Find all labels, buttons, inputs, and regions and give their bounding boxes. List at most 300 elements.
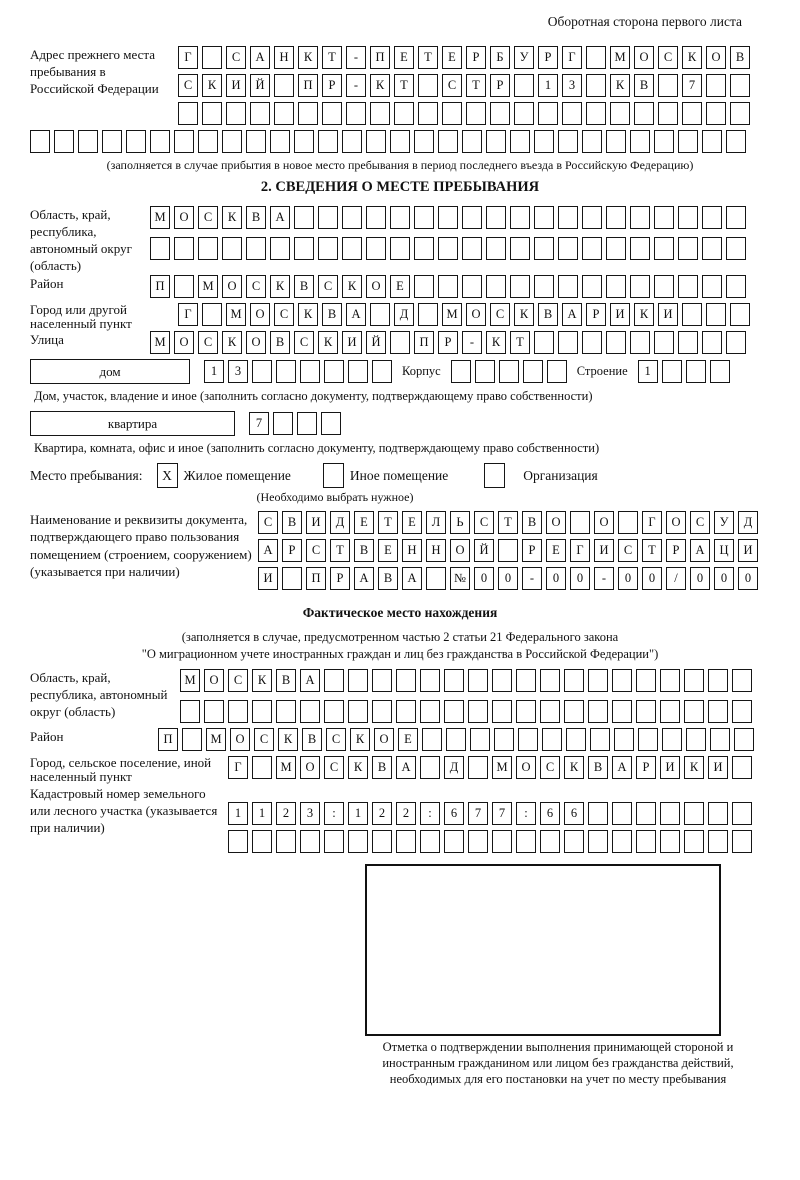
- char-cell: [297, 412, 317, 435]
- char-cell: Г: [178, 46, 198, 69]
- char-cell: [614, 728, 634, 751]
- char-cell: С: [254, 728, 274, 751]
- char-cell: [702, 275, 722, 298]
- char-cell: Ц: [714, 539, 734, 562]
- region-2-label: Область, край, республика, автономный округ (область): [30, 669, 168, 720]
- char-cell: П: [158, 728, 178, 751]
- char-cell: Т: [466, 74, 486, 97]
- char-cell: [630, 331, 650, 354]
- char-cell: [252, 830, 272, 853]
- char-cell: [630, 206, 650, 229]
- char-cell: А: [346, 303, 366, 326]
- char-cell: [610, 102, 630, 125]
- char-cell: [294, 237, 314, 260]
- char-cell: К: [514, 303, 534, 326]
- char-cell: [462, 275, 482, 298]
- char-cell: А: [562, 303, 582, 326]
- char-cell: [202, 46, 222, 69]
- char-cell: [321, 412, 341, 435]
- char-cell: [510, 275, 530, 298]
- char-cell: [586, 46, 606, 69]
- char-cell: [518, 728, 538, 751]
- char-cell: К: [202, 74, 222, 97]
- char-cell: [586, 102, 606, 125]
- char-cell-row: [150, 331, 746, 354]
- char-cell: К: [222, 331, 242, 354]
- char-cell: А: [300, 669, 320, 692]
- char-cell: [706, 74, 726, 97]
- char-cell-row: [150, 206, 746, 229]
- char-cell: [710, 728, 730, 751]
- char-cell: [636, 700, 656, 723]
- apartment-cells: [249, 412, 341, 435]
- char-cell: [276, 830, 296, 853]
- char-cell: [294, 130, 314, 153]
- apartment-row: [30, 411, 770, 436]
- char-cell: [582, 275, 602, 298]
- char-cell: [324, 830, 344, 853]
- char-cell: И: [610, 303, 630, 326]
- char-cell: Р: [666, 539, 686, 562]
- char-cell: П: [306, 567, 326, 590]
- char-cell: 6: [540, 802, 560, 825]
- apartment-type-box: квартира: [30, 411, 235, 436]
- char-cell: [558, 275, 578, 298]
- char-cell: Д: [330, 511, 350, 534]
- char-cell: М: [276, 756, 296, 779]
- char-cell: [390, 130, 410, 153]
- char-cell-row: [150, 275, 746, 298]
- house-cells: [204, 360, 392, 383]
- char-cell: В: [588, 756, 608, 779]
- document-label: Наименование и реквизиты документа, подтверждающего право пользования помещением (строением, сооружением) (указывается при наличии): [30, 512, 252, 579]
- stamp-box-caption: Отметка о подтверждении выполнения принимающей стороной и иностранным гражданином или лицом без гражданства действий, необходимых для его постановки на учет по месту пребывания: [382, 1039, 734, 1087]
- char-cell: [564, 669, 584, 692]
- char-cell: [438, 206, 458, 229]
- char-cell: [276, 360, 296, 383]
- prev-address-overflow-row: [30, 130, 770, 153]
- char-cell-row: [228, 756, 752, 779]
- char-cell: [318, 130, 338, 153]
- char-cell: [564, 700, 584, 723]
- char-cell: [468, 756, 488, 779]
- char-cell: [300, 360, 320, 383]
- char-cell: В: [302, 728, 322, 751]
- char-cell: Т: [642, 539, 662, 562]
- char-cell: [630, 130, 650, 153]
- char-cell: В: [270, 331, 290, 354]
- char-cell: [273, 412, 293, 435]
- char-cell: 1: [228, 802, 248, 825]
- char-cell: [274, 74, 294, 97]
- char-cell: [654, 130, 674, 153]
- char-cell: /: [666, 567, 686, 590]
- char-cell: Т: [510, 331, 530, 354]
- char-cell: [730, 74, 750, 97]
- char-cell: С: [618, 539, 638, 562]
- char-cell: А: [258, 539, 278, 562]
- char-cell: [342, 206, 362, 229]
- char-cell: :: [516, 802, 536, 825]
- char-cell: П: [370, 46, 390, 69]
- option-organization-label: Организация: [523, 467, 598, 483]
- char-cell: [570, 511, 590, 534]
- char-cell: Н: [426, 539, 446, 562]
- char-cell: [523, 360, 543, 383]
- char-cell: Р: [438, 331, 458, 354]
- char-cell: А: [402, 567, 422, 590]
- char-cell: [514, 74, 534, 97]
- house-type-box: дом: [30, 359, 190, 384]
- char-cell: Р: [490, 74, 510, 97]
- char-cell-row: [258, 567, 758, 590]
- char-cell: [78, 130, 98, 153]
- char-cell: [582, 237, 602, 260]
- char-cell: [390, 206, 410, 229]
- char-cell: М: [198, 275, 218, 298]
- char-cell: Т: [394, 74, 414, 97]
- stroenie-label: Строение: [576, 364, 628, 379]
- char-cell: [542, 728, 562, 751]
- char-cell: С: [324, 756, 344, 779]
- char-cell: [558, 206, 578, 229]
- char-cell: Д: [444, 756, 464, 779]
- char-cell: [442, 102, 462, 125]
- char-cell: [438, 237, 458, 260]
- city-label: Город или другой населенный пункт: [30, 301, 132, 331]
- field-street: [30, 331, 770, 359]
- char-cell: 0: [570, 567, 590, 590]
- char-cell: А: [690, 539, 710, 562]
- char-cell: [222, 130, 242, 153]
- char-cell: О: [174, 206, 194, 229]
- char-cell: [684, 830, 704, 853]
- char-cell: Т: [322, 46, 342, 69]
- char-cell: [492, 669, 512, 692]
- char-cell: К: [350, 728, 370, 751]
- char-cell: О: [516, 756, 536, 779]
- char-cell: [732, 756, 752, 779]
- char-cell: [540, 700, 560, 723]
- char-cell: [606, 130, 626, 153]
- char-cell: И: [708, 756, 728, 779]
- section2-title: 2. СВЕДЕНИЯ О МЕСТЕ ПРЕБЫВАНИЯ: [260, 179, 540, 195]
- char-cell: [250, 102, 270, 125]
- char-cell: Р: [636, 756, 656, 779]
- char-cell: [390, 331, 410, 354]
- char-cell: [582, 206, 602, 229]
- char-cell: О: [204, 669, 224, 692]
- char-cell: [684, 669, 704, 692]
- char-cell: М: [206, 728, 226, 751]
- char-cell: [538, 102, 558, 125]
- char-cell: В: [354, 539, 374, 562]
- char-cell: [588, 830, 608, 853]
- char-cell: [418, 102, 438, 125]
- char-cell: [228, 830, 248, 853]
- char-cell: [420, 669, 440, 692]
- char-cell: 2: [372, 802, 392, 825]
- char-cell: 1: [348, 802, 368, 825]
- char-cell: [396, 669, 416, 692]
- char-cell: 1: [638, 360, 658, 383]
- char-cell: В: [730, 46, 750, 69]
- char-cell: [547, 360, 567, 383]
- char-cell: М: [180, 669, 200, 692]
- prev-address-label: Адрес прежнего места пребывания в Российской Федерации: [30, 47, 159, 97]
- char-cell: С: [306, 539, 326, 562]
- char-cell: Н: [274, 46, 294, 69]
- char-cell: [426, 567, 446, 590]
- char-cell: 3: [562, 74, 582, 97]
- char-cell: [658, 74, 678, 97]
- char-cell: К: [486, 331, 506, 354]
- char-cell: [726, 331, 746, 354]
- char-cell: [174, 237, 194, 260]
- char-cell: С: [258, 511, 278, 534]
- char-cell: [204, 700, 224, 723]
- char-cell: О: [250, 303, 270, 326]
- char-cell: С: [658, 46, 678, 69]
- char-cell: К: [348, 756, 368, 779]
- char-cell-row: [178, 303, 750, 326]
- char-cell: -: [346, 74, 366, 97]
- char-cell: Е: [390, 275, 410, 298]
- char-cell: [582, 130, 602, 153]
- char-cell: [422, 728, 442, 751]
- char-cell: Е: [442, 46, 462, 69]
- char-cell: [730, 303, 750, 326]
- field-city-2: [30, 756, 770, 785]
- char-cell: [534, 237, 554, 260]
- stroenie-cells: [638, 360, 730, 383]
- apartment-caption: Квартира, комната, офис и иное (заполнить согласно документу, подтверждающему право собственности): [34, 441, 600, 456]
- page-header: Оборотная сторона первого листа: [547, 14, 742, 29]
- option-residential-label: Жилое помещение: [183, 467, 291, 483]
- char-cell: [282, 567, 302, 590]
- char-cell: [510, 206, 530, 229]
- char-cell: И: [658, 303, 678, 326]
- char-cell: К: [682, 46, 702, 69]
- char-cell: [590, 728, 610, 751]
- prev-address-rows: [178, 46, 750, 130]
- char-cell-row: [180, 700, 752, 723]
- char-cell: [270, 237, 290, 260]
- char-cell: [734, 728, 754, 751]
- char-cell: [318, 237, 338, 260]
- char-cell: [394, 102, 414, 125]
- char-cell: [630, 237, 650, 260]
- char-cell: [486, 206, 506, 229]
- char-cell: [486, 237, 506, 260]
- char-cell: 7: [249, 412, 269, 435]
- char-cell: [534, 331, 554, 354]
- char-cell: О: [594, 511, 614, 534]
- char-cell: [654, 331, 674, 354]
- field-region: [30, 206, 770, 275]
- char-cell: С: [318, 275, 338, 298]
- char-cell: [618, 511, 638, 534]
- char-cell: [246, 130, 266, 153]
- char-cell: М: [150, 206, 170, 229]
- char-cell: Ь: [450, 511, 470, 534]
- char-cell: К: [298, 303, 318, 326]
- char-cell: [634, 102, 654, 125]
- char-cell: [468, 700, 488, 723]
- char-cell: К: [270, 275, 290, 298]
- char-cell: Й: [250, 74, 270, 97]
- char-cell: А: [270, 206, 290, 229]
- char-cell: [322, 102, 342, 125]
- char-cell: [198, 130, 218, 153]
- char-cell: [660, 802, 680, 825]
- char-cell: [150, 237, 170, 260]
- char-cell: О: [706, 46, 726, 69]
- char-cell: И: [342, 331, 362, 354]
- stay-type-row: [30, 463, 770, 488]
- char-cell: [558, 237, 578, 260]
- char-cell: [490, 102, 510, 125]
- char-cell: С: [274, 303, 294, 326]
- char-cell: [534, 206, 554, 229]
- char-cell: М: [150, 331, 170, 354]
- char-cell: [294, 206, 314, 229]
- char-cell: [540, 830, 560, 853]
- char-cell: К: [252, 669, 272, 692]
- char-cell: [606, 331, 626, 354]
- char-cell: [636, 830, 656, 853]
- char-cell: Р: [330, 567, 350, 590]
- char-cell: А: [612, 756, 632, 779]
- stay-type-caption: (Необходимо выбрать нужное): [256, 490, 414, 505]
- char-cell: М: [226, 303, 246, 326]
- char-cell: [182, 728, 202, 751]
- char-cell: [420, 700, 440, 723]
- char-cell: 7: [492, 802, 512, 825]
- char-cell: [420, 756, 440, 779]
- char-cell: [708, 802, 728, 825]
- char-cell: 6: [564, 802, 584, 825]
- char-cell-row: [178, 46, 750, 69]
- char-cell: А: [396, 756, 416, 779]
- char-cell: [102, 130, 122, 153]
- char-cell: 2: [276, 802, 296, 825]
- char-cell: 0: [618, 567, 638, 590]
- char-cell: [558, 331, 578, 354]
- char-cell: Л: [426, 511, 446, 534]
- char-cell: 0: [546, 567, 566, 590]
- char-cell: [678, 237, 698, 260]
- char-cell: 1: [204, 360, 224, 383]
- char-cell: 0: [714, 567, 734, 590]
- char-cell-row: [158, 728, 754, 751]
- char-cell: [468, 830, 488, 853]
- option-other-premises-label: Иное помещение: [349, 467, 449, 483]
- char-cell: [612, 830, 632, 853]
- char-cell: С: [198, 331, 218, 354]
- char-cell: С: [690, 511, 710, 534]
- document-rows: [258, 511, 758, 595]
- char-cell: [348, 830, 368, 853]
- char-cell: [492, 830, 512, 853]
- char-cell: Д: [394, 303, 414, 326]
- char-cell: -: [346, 46, 366, 69]
- char-cell: [499, 360, 519, 383]
- char-cell: В: [372, 756, 392, 779]
- char-cell: С: [490, 303, 510, 326]
- street-label: Улица: [30, 332, 64, 348]
- char-cell: [370, 102, 390, 125]
- char-cell: 0: [498, 567, 518, 590]
- korpus-cells: [451, 360, 567, 383]
- char-cell: И: [594, 539, 614, 562]
- char-cell: [318, 206, 338, 229]
- char-cell: [270, 130, 290, 153]
- char-cell: :: [420, 802, 440, 825]
- char-cell: К: [564, 756, 584, 779]
- stay-type-label: Место пребывания:: [30, 467, 143, 483]
- char-cell: [444, 830, 464, 853]
- char-cell: [706, 303, 726, 326]
- char-cell: -: [594, 567, 614, 590]
- char-cell: Г: [228, 756, 248, 779]
- char-cell: [726, 237, 746, 260]
- region-2-rows: [180, 669, 752, 728]
- char-cell: О: [546, 511, 566, 534]
- char-cell: Р: [586, 303, 606, 326]
- char-cell: [662, 360, 682, 383]
- char-cell: [446, 728, 466, 751]
- char-cell: [226, 102, 246, 125]
- char-cell: [202, 102, 222, 125]
- char-cell: [586, 74, 606, 97]
- char-cell-row: [228, 802, 752, 825]
- char-cell: [300, 830, 320, 853]
- char-cell: [514, 102, 534, 125]
- field-cadastral: [30, 785, 770, 858]
- char-cell: [444, 669, 464, 692]
- char-cell: [150, 130, 170, 153]
- char-cell: О: [174, 331, 194, 354]
- char-cell: 7: [682, 74, 702, 97]
- char-cell: [174, 130, 194, 153]
- char-cell: Т: [418, 46, 438, 69]
- char-cell: К: [610, 74, 630, 97]
- char-cell: [178, 102, 198, 125]
- char-cell: 3: [228, 360, 248, 383]
- char-cell: С: [246, 275, 266, 298]
- checkbox-other-premises: [323, 463, 344, 488]
- char-cell: [606, 275, 626, 298]
- char-cell: [534, 130, 554, 153]
- char-cell: -: [462, 331, 482, 354]
- char-cell-row: [150, 237, 746, 260]
- char-cell: Е: [398, 728, 418, 751]
- char-cell: [252, 700, 272, 723]
- char-cell: Г: [570, 539, 590, 562]
- char-cell: О: [450, 539, 470, 562]
- char-cell: 3: [300, 802, 320, 825]
- char-cell-row: [258, 539, 758, 562]
- char-cell: [730, 102, 750, 125]
- char-cell: Е: [402, 511, 422, 534]
- char-cell: [348, 360, 368, 383]
- char-cell: [612, 700, 632, 723]
- char-cell: Б: [490, 46, 510, 69]
- char-cell: [462, 130, 482, 153]
- char-cell: [678, 331, 698, 354]
- char-cell: Е: [546, 539, 566, 562]
